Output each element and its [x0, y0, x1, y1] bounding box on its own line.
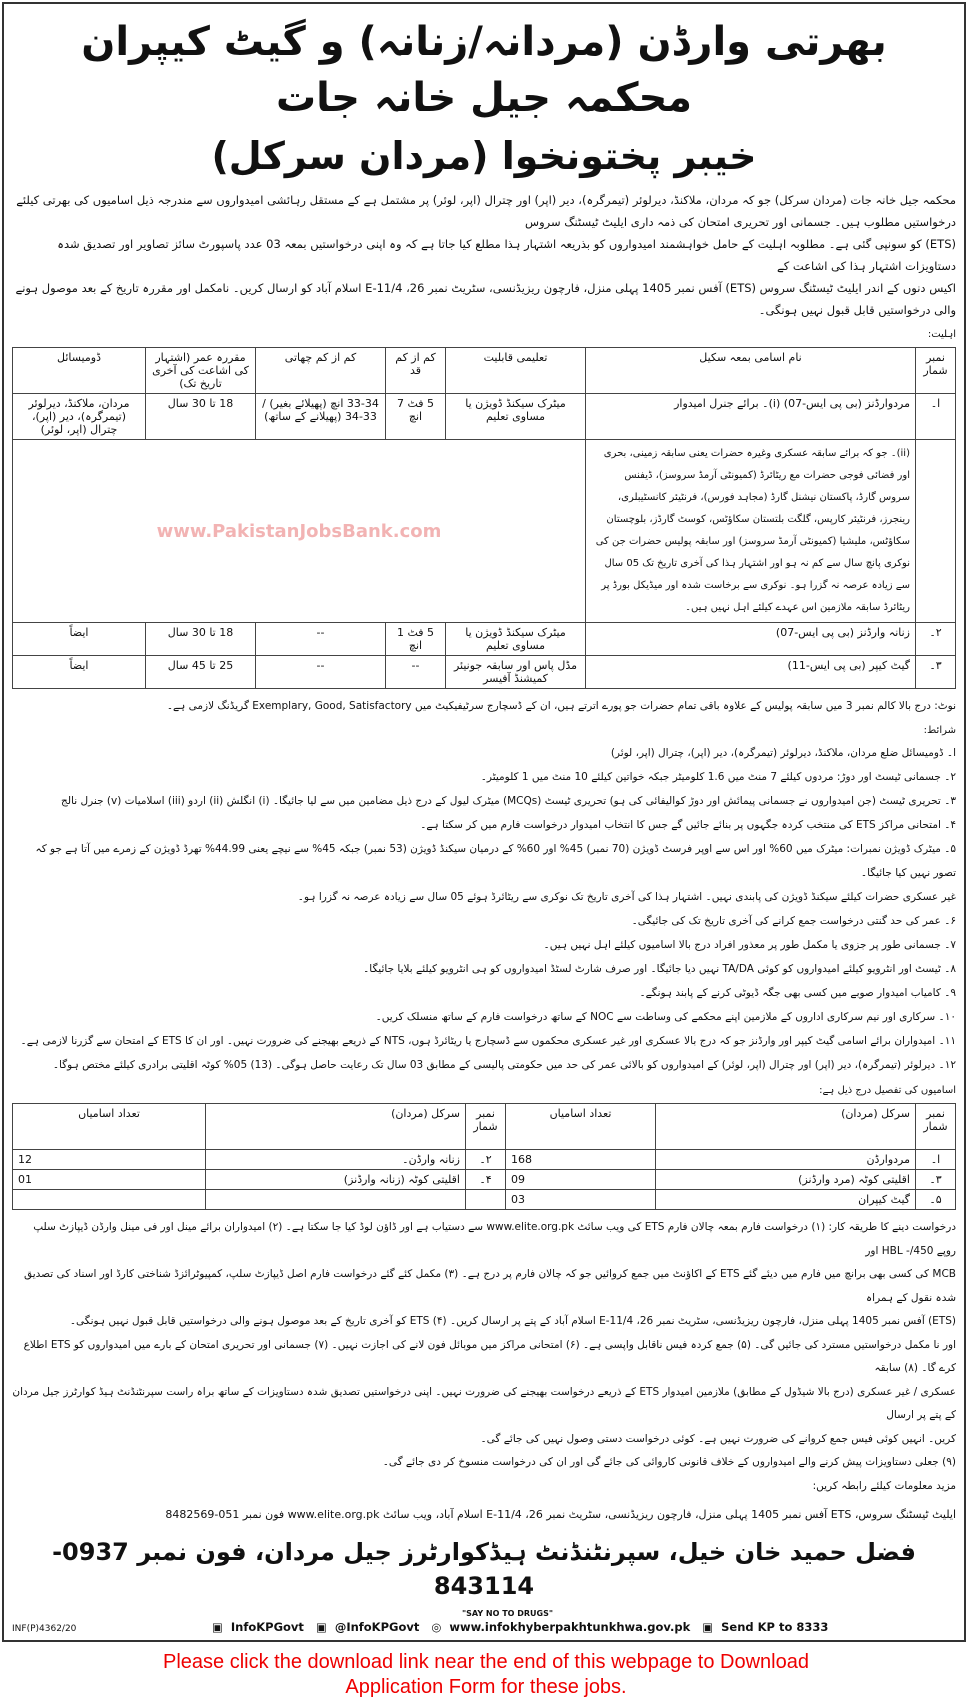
conditions-label: شرائط: [923, 725, 956, 737]
list-item: ۷۔ جسمانی طور پر جزوی یا مکمل طور پر معذور افراد درج بالا اسامیوں کیلئے اہل نہیں ہیں۔ [543, 939, 956, 952]
list-item: ۱۱۔ امیدواران برائے اسامی گیٹ کیپر اور وارڈنز جو کہ درج بالا عسکری اور غیر عسکری محکموں سے ڈسچارج یا ریٹائرڈ ہوں، NTS کے ذریعے بھیجنے کی ضرورت نہیں۔ اور ان کا ETS کے امتحان سے گزرنا لازمی ہے۔ [20, 1035, 956, 1048]
table-row: (ii)۔ جو کہ برائے سابقہ عسکری وغیرہ حضرات یعنی سابقہ زمینی، بحری اور فضائی فوجی حضرات مع ریٹائرڈ (کمیونٹی آرمڈ سروسز)، ڈیفنس سروس گارڈ، پاکستان نیشنل گارڈ (مجاہد فورس)، فرنٹیئر کانسٹیبلری، رینجرز، فرنٹیئر کارپس، گلگت بلتستان سکاؤٹس، کوسٹ گارڈز، بلوچستان سکاؤٹس، ملیشیا (کمیونٹی آرمڈ سروسز) اور سابقہ پولیس حضرات جن کی نوکری پانچ سال سے کم نہ ہو اور اشتہار ہذا کی آخری تاریخ تک 05 سال سے زیادہ عرصہ نہ گزرا ہو۔ نوکری سے برخاست شدہ اور میڈیکل بورڈ پر ریٹائرڈ سابقہ ملازمین اس عہدے کیلئے اہل نہیں ہیں۔ www.PakistanJobsBank.com [13, 440, 956, 623]
signature-line: فضل حمید خان خیل، سپرنٹنڈنٹ ہیڈکوارٹرز جیل مردان، فون نمبر 0937-843114 [52, 1538, 916, 1600]
table-header: نمبر شمار سرکل (مردان) تعداد اسامیاں نمبر شمار سرکل (مردان) تعداد اسامیاں [13, 1104, 956, 1150]
ad-subtitle: خیبر پختونخوا (مردان سرکل) [211, 134, 757, 178]
table-row: ا۔ مردوارڈن 168 ۲۔ زنانہ وارڈن۔ 12 [13, 1150, 956, 1170]
eligibility-table [12, 347, 956, 689]
download-notice-line2: Application Form for these jobs. [345, 1676, 627, 1699]
table-row: ۳۔ گیٹ کیپر (بی پی ایس-11) مڈل پاس اور سابقہ جونیئر کمیشنڈ آفیسر -- -- 25 تا 45 سال ایضاً [13, 656, 956, 689]
footer-block [212, 1609, 956, 1634]
list-item: ۵۔ میٹرک ڈویژن نمبرات: میٹرک میں 60% اور اس سے اوپر فرسٹ ڈویژن (70 نمبر) 45% اور 60% کے درمیان سیکنڈ ڈویژن (53 نمبر) جبکہ 45% سے نیچے یعنی 44.99% تھرڈ ڈویژن کے زمرے میں آتا ہے جو کہ تصور نہیں کیا جائیگا۔ [35, 843, 956, 880]
list-item: ۸۔ ٹیسٹ اور انٹرویو کیلئے امیدواروں کو کوئی TA/DA نہیں دیا جائیگا۔ اور صرف شارٹ لسٹڈ امیدواروں کو ہی انٹرویو کیلئے بلایا جائیگا۔ [363, 963, 956, 976]
download-notice-line1: Please click the download link near the end of this webpage to Download [163, 1651, 809, 1674]
intro-text: محکمہ جیل خانہ جات (مردان سرکل) جو کہ مردان، ملاکنڈ، دیرلوئر (تیمرگرہ)، دیر (اپر) اور چترال (اپر، لوئر) پر مشتمل ہے کے مستقل رہائشی امیدواروں سے مندرجہ ذیل اسامیوں کی بھرتی کیلئے درخواستیں مطلوب ہیں۔ جسمانی اور تحریری امتحان کی ذمہ داری ایلیٹ ٹیسٹنگ سروس (ETS) کو سونپی گئی ہے۔ مطلوبہ اہلیت کے حامل خواہشمند امیدواروں کو بذریعہ اشتہار ہذا مطلع کیا جاتا ہے کہ وہ اپنی درخواستیں بمعہ 03 عدد پاسپورٹ سائز تصاویر اور تصدیق شدہ دستاویزات اشتہار ہذا کی اشاعت کے اکیس دنوں کے اندر ایلیٹ ٹیسٹنگ سروس (ETS) آفس نمبر 1405 پہلی منزل، فارچون ریزیڈنسی، سٹریٹ نمبر 26، E-11/4 اسلام آباد کو ارسال کریں۔ نامکمل اور مقررہ تاریخ کے بعد موصول ہونے والی درخواستیں قابل قبول نہیں ہونگی۔ [15, 193, 956, 318]
job-advertisement [2, 2, 966, 1642]
facebook-icon: ▣ [212, 1620, 223, 1635]
table-row: ۵۔ گیٹ کیپران 03 [13, 1190, 956, 1210]
globe-icon: ◎ [431, 1620, 442, 1635]
website-link[interactable]: www.infokhyberpakhtunkhwa.gov.pk [449, 1620, 691, 1635]
list-item: ۹۔ کامیاب امیدوار صوبے میں کسی بھی جگہ ڈیوٹی کرنے کے پابند ہونگے۔ [639, 987, 956, 1000]
table-header: نمبر شمار نام اسامی بمعہ سکیل تعلیمی قابلیت کم از کم قد کم از کم چھاتی مقررہ عمر (اشتہار کی اشاعت کی آخری تاریخ تک) ڈومیسائل [13, 348, 956, 394]
conditions-list [12, 741, 956, 1077]
reference-number: INF(P)4362/20 [12, 1624, 77, 1635]
table-row: ۲۔ زنانہ وارڈنز (بی پی ایس-07) میٹرک سیکنڈ ڈویژن یا مساوی تعلیم 5 فٹ 1 انچ -- 18 تا 30 سال ایضاً [13, 623, 956, 656]
watermark: www.PakistanJobsBank.com [13, 440, 586, 623]
eligibility-label: اہلیت: [927, 329, 956, 341]
table-row: ۳۔ اقلیتی کوٹہ (مرد وارڈنز) 09 ۴۔ اقلیتی کوٹہ (زنانہ وارڈنز) 01 [13, 1170, 956, 1190]
note-text: نوٹ: درج بالا کالم نمبر 3 میں سابقہ پولیس کے علاوہ باقی تمام حضرات جو پورے اترتے ہیں، ان کے ڈسچارج سرٹیفیکیٹ میں Exemplary, Good, Satisfactory گریڈنگ لازمی ہے۔ [166, 700, 956, 713]
procedure-text: درخواست دینے کا طریقہ کار: (۱) درخواست فارم بمعہ چالان فارم ETS کی ویب سائٹ www.elite.org.pk سے دستیاب ہے اور ڈاؤن لوڈ کیا جا سکتا ہے۔ (۲) امیدواران برائے مینل اور فی مینل وارڈن ڈیپازٹ سلپ روپے 450/- HBL اور MCB کی کسی بھی برانچ میں فارم میں دیئے گئے ETS کے اکاؤنٹ میں جمع کروائیں جو کہ چالان فارم پر درج ہے۔ (۳) مکمل کئے گئے درخواست فارم اصل ڈیپازٹ سلپ، کمپیوٹرائزڈ شناختی کارڈ اور اسناد کی تصدیق شدہ نقول کے ہمراہ (ETS) آفس نمبر 1405 پہلی منزل، فارچون ریزیڈنسی، سٹریٹ نمبر 26، E-11/4 اسلام آباد کے پتے پر ارسال کریں۔ (۴) ETS کو آخری تاریخ کے بعد موصول ہونے والی درخواستیں قابل قبول نہیں ہونگی۔ اور نا مکمل درخواستیں مسترد کی جائیں گی۔ (۵) جمع کردہ فیس ناقابل واپسی ہے۔ (۶) امتحانی مراکز میں موبائل فون لانے کی اجازت نہیں۔ (۷) جسمانی اور تحریری امتحان کے بارے میں امیدواروں کو ETS اطلاع کرے گا۔ (۸) سابقہ عسکری / غیر عسکری (درج بالا شیڈول کے مطابق) ملازمین امیدوار ETS کے ذریعے درخواست بھیجنے کی ضرورت نہیں۔ اپنی درخواستیں تصدیق شدہ دستاویزات کے ساتھ براہ راست سپرنٹنڈنٹ ہیڈ کوارٹرز جیل مردان کے پتے پر ارسال کریں۔ انہیں کوئی فیس جمع کروانے کی ضرورت نہیں ہے۔ کوئی درخواست دستی وصول نہیں کی جائے گی۔ (۹) جعلی دستاویزات پیش کرنے والے امیدواروں کے خلاف قانونی کاروائی کی جائے گی اور ان کی درخواست منسوخ کر دی جائے گی۔ مزید معلومات کیلئے رابطہ کریں: [12, 1221, 956, 1492]
ad-title: بھرتی وارڈن (مردانہ/زنانہ) و گیٹ کیپران محکمہ جیل خانہ جات [81, 19, 887, 121]
list-item: ۱۰۔ سرکاری اور نیم سرکاری اداروں کے ملازمین اپنے محکمے کی وساطت سے NOC کے ساتھ درخواست فارم کے ساتھ منسلک کریں۔ [375, 1011, 956, 1024]
list-item: ۱۲۔ دیرلوئر (تیمرگرہ)، دیر (اپر) اور چترال (اپر، لوئر) کے امیدواروں کو بالائی عمر کی حد میں حکومتی پالیسی کے مطابق 03 سال تک رعایت حاصل ہوگی۔ (13) 05% کوٹہ اقلیتی برادری کیلئے مختص ہوگا۔ [52, 1059, 956, 1072]
list-item: غیر عسکری حضرات کیلئے سیکنڈ ڈویژن کی پابندی نہیں۔ اشتہار ہذا کی آخری تاریخ تک نوکری سے ریٹائرڈ ہوئے 05 سال سے زیادہ عرصہ نہ گزرا ہو۔ [297, 891, 956, 904]
twitter-icon: ▣ [315, 1620, 327, 1635]
list-item: ۳۔ تحریری ٹیسٹ (جن امیدواروں نے جسمانی پیمائش اور دوڑ کوالیفائی کی ہو) تحریری ٹیسٹ (MCQs) میٹرک لیول کے درج ذیل مضامین میں سے لیا جائیگا۔ (i) انگلش (ii) اردو (iii) اسلامیات (v) جنرل نالج [61, 795, 956, 808]
slogan: "SAY NO TO DRUGS" [462, 1609, 554, 1619]
list-item: ا۔ ڈومیسائل ضلع مردان، ملاکنڈ، دیرلوئر (تیمرگرہ)، دیر (اپر)، چترال (اپر، لوئر) [610, 747, 956, 760]
list-item: ۴۔ امتحانی مراکز ETS کی منتخب کردہ جگہوں پر بنائے جائیں گے جس کا انتخاب امیدوار درخواست فارم میں کر سکتا ہے۔ [420, 819, 956, 832]
sms-icon: ▣ [702, 1620, 714, 1635]
vacancies-label: اسامیوں کی تفصیل درج ذیل ہے: [819, 1085, 956, 1097]
contact-info: ایلیٹ ٹیسٹنگ سروس، ETS آفس نمبر 1405 پہلی منزل، فارچون ریزیڈنسی، سٹریٹ نمبر 26، E-11/4 اسلام آباد، ویب سائٹ www.elite.org.pk فون نمبر 051-8482569 [165, 1508, 956, 1522]
list-item: ۶۔ عمر کی حد گنتی درخواست جمع کرانے کی آخری تاریخ تک کی جائیگی۔ [631, 915, 956, 928]
table-row: ا۔ مردوارڈنز (بی پی ایس-07) (i)۔ برائے جنرل امیدوار میٹرک سیکنڈ ڈویژن یا مساوی تعلیم 5 فٹ 7 انچ 33-34 انچ (پھیلائے بغیر) / 33-34 (پھیلانے کے ساتھ) 18 تا 30 سال مردان، ملاکنڈ، دیرلوئر (تیمرگرہ)، دیر (اپر)، چترال (اپر، لوئر) [13, 394, 956, 440]
download-notice [0, 1650, 972, 1700]
twitter-link[interactable]: @InfoKPGovt [334, 1620, 420, 1635]
list-item: ۲۔ جسمانی ٹیسٹ اور دوڑ: مردوں کیلئے 7 منٹ میں 1.6 کلومیٹر جبکہ خواتین کیلئے 10 منٹ میں 1 کلومیٹر۔ [480, 771, 956, 784]
ad-footer-row [12, 1609, 956, 1634]
sms-text: Send KP to 8333 [721, 1620, 829, 1635]
vacancies-table [12, 1103, 956, 1210]
social-footer [212, 1620, 956, 1634]
facebook-link[interactable]: InfoKPGovt [230, 1620, 304, 1635]
